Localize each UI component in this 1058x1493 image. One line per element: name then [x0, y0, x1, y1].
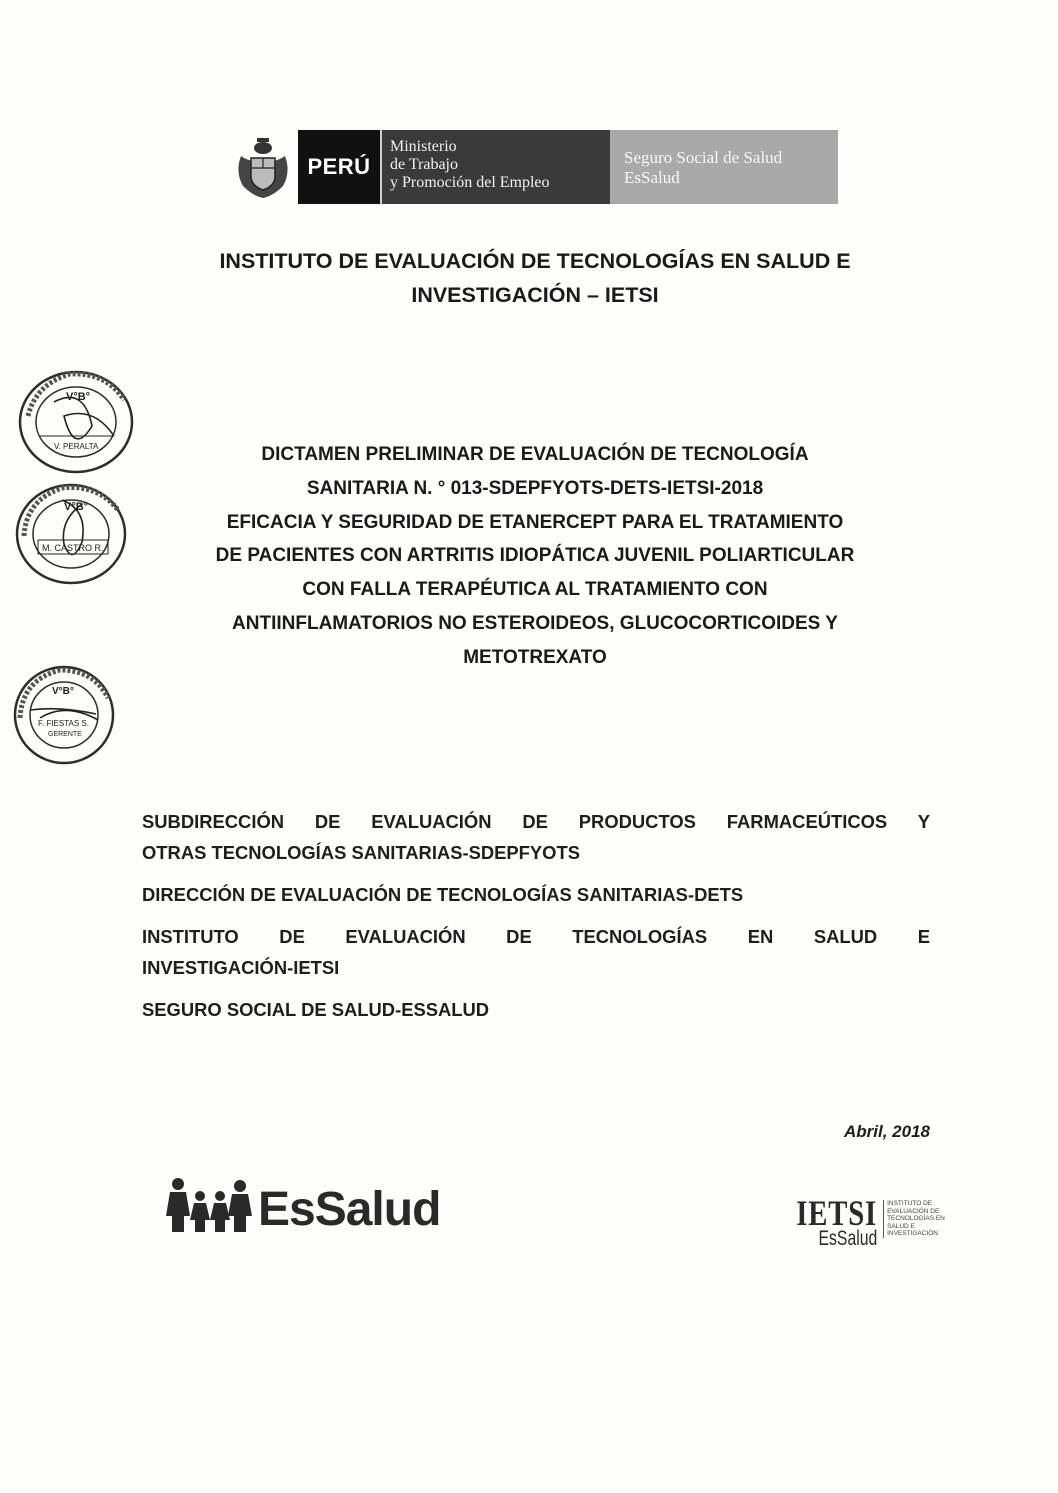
approval-stamp-3 — [10, 662, 118, 768]
institute-title: INSTITUTO DE EVALUACIÓN DE TECNOLOGÍAS EN SALUD E INVESTIGACIÓN – IETSI — [219, 249, 851, 307]
stamp-3-role: GERENTE — [48, 731, 82, 738]
dictamen-title: DICTAMEN PRELIMINAR DE EVALUACIÓN DE TECNOLOGÍA SANITARIA N. ° 013-SDEPFYOTS-DETS-IETSI-2018 EFICACIA Y SEGURIDAD DE ETANERCEPT PARA EL TRATAMIENTO DE PACIENTES CON ARTRITIS IDIOPÁTICA JUVENIL POLIARTICULAR CON FALLA TERAPÉUTICA AL TRATAMIENTO CON ANTIINFLAMATORIOS NO ESTEROIDEOS, GLUCOCORTICOIDES Y METOTREXATO — [215, 444, 855, 668]
stamp-3-name: F. FIESTAS S. — [38, 719, 89, 728]
stamp-2-name: M. CASTRO R. — [42, 543, 104, 553]
ietsi-logo — [776, 1193, 945, 1250]
essalud-logo — [164, 1176, 440, 1234]
direction-essalud: SEGURO SOCIAL DE SALUD-ESSALUD — [142, 999, 490, 1020]
ietsi-logo-description: INSTITUTO DE EVALUACIÓN DE TECNOLOGÍAS EN SALUD E INVESTIGACIÓN — [883, 1200, 933, 1238]
peru-label: PERÚ — [298, 130, 382, 204]
ietsi-logo-subtext: EsSalud — [818, 1227, 878, 1250]
stamp-2-vb: V°B° — [64, 501, 89, 513]
directions-list — [142, 806, 930, 1036]
stamp-1-name: V. PERALTA — [54, 442, 99, 451]
document-date: Abril, 2018 — [844, 1122, 930, 1141]
approval-stamp-2 — [12, 480, 130, 588]
approval-stamp-1 — [14, 366, 138, 478]
stamp-3-vb: V°B° — [52, 686, 74, 697]
direction-subdireccion: SUBDIRECCIÓN DE EVALUACIÓN DE PRODUCTOS FARMACEÚTICOS Y OTRAS TECNOLOGÍAS SANITARIAS-SDEPFYOTS — [142, 811, 930, 863]
ietsi-logo-text: IETSI — [796, 1193, 878, 1233]
essalud-logo-text: EsSalud — [258, 1183, 441, 1236]
family-figures-icon — [164, 1176, 254, 1234]
peru-coat-of-arms-icon — [228, 130, 298, 204]
ministerio-label: Ministerio de Trabajo y Promoción del Empleo — [382, 130, 610, 204]
essalud-header-label: Seguro Social de Salud EsSalud — [610, 130, 838, 204]
stamp-1-vb: V°B° — [66, 391, 91, 403]
direction-dets: DIRECCIÓN DE EVALUACIÓN DE TECNOLOGÍAS SANITARIAS-DETS — [142, 884, 744, 905]
header-banner — [228, 130, 838, 204]
direction-ietsi: INSTITUTO DE EVALUACIÓN DE TECNOLOGÍAS EN SALUD E INVESTIGACIÓN-IETSI — [142, 926, 930, 978]
